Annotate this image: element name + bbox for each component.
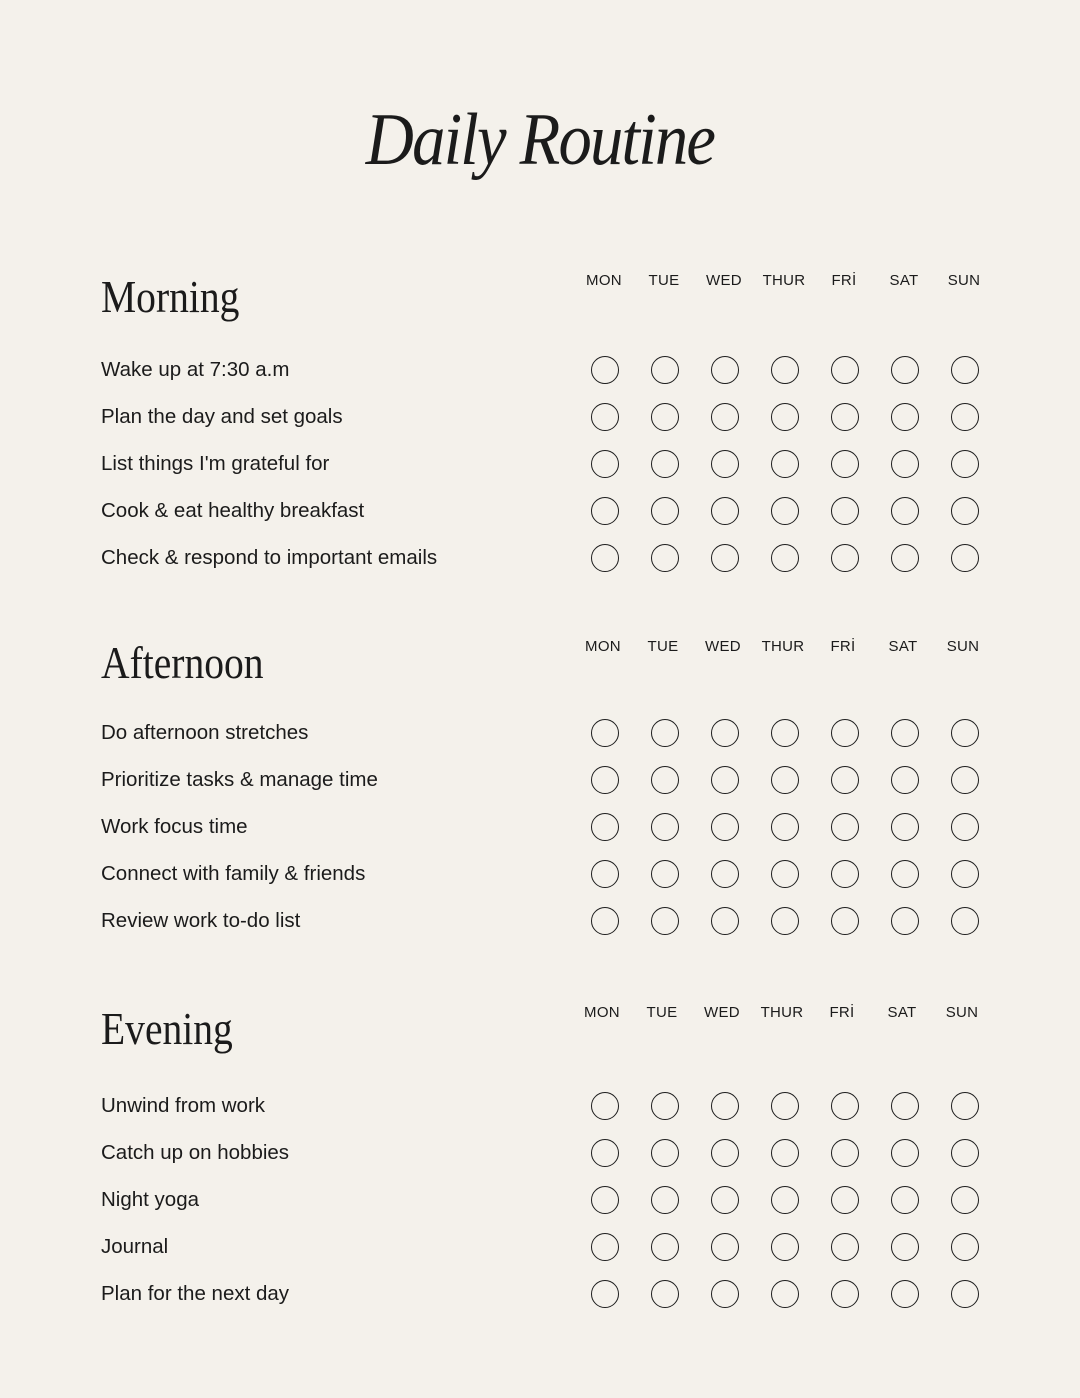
- checkbox-circle-tue[interactable]: [651, 497, 679, 525]
- checkbox-circle-thur[interactable]: [771, 1186, 799, 1214]
- task-row: [0, 496, 1080, 526]
- day-label: SUN: [947, 272, 981, 289]
- task-label: Wake up at 7:30 a.m: [101, 358, 290, 381]
- checkbox-circle-sat[interactable]: [891, 450, 919, 478]
- day-label: WED: [704, 1004, 740, 1021]
- checkbox-circle-mon[interactable]: [591, 1186, 619, 1214]
- checkbox-circle-thur[interactable]: [771, 497, 799, 525]
- checkbox-circle-wed[interactable]: [711, 1139, 739, 1167]
- day-label: SAT: [887, 1004, 917, 1021]
- checkbox-circle-fri̇[interactable]: [831, 1092, 859, 1120]
- checkbox-circle-mon[interactable]: [591, 813, 619, 841]
- checkbox-circle-tue[interactable]: [651, 450, 679, 478]
- checkbox-circle-sun[interactable]: [951, 450, 979, 478]
- checkbox-circle-tue[interactable]: [651, 1280, 679, 1308]
- day-label: SUN: [946, 638, 980, 655]
- checkbox-circle-thur[interactable]: [771, 544, 799, 572]
- checkbox-circle-thur[interactable]: [771, 907, 799, 935]
- task-label: Cook & eat healthy breakfast: [101, 499, 365, 522]
- checkbox-circle-tue[interactable]: [651, 1233, 679, 1261]
- checkbox-circle-sat[interactable]: [891, 766, 919, 794]
- checkbox-circle-thur[interactable]: [771, 1139, 799, 1167]
- checkbox-circle-wed[interactable]: [711, 813, 739, 841]
- checkbox-circle-wed[interactable]: [711, 1186, 739, 1214]
- checkbox-circle-fri̇[interactable]: [831, 450, 859, 478]
- checkbox-circle-tue[interactable]: [651, 544, 679, 572]
- checkbox-circle-sun[interactable]: [951, 766, 979, 794]
- checkbox-circle-tue[interactable]: [651, 356, 679, 384]
- checkbox-circle-wed[interactable]: [711, 1280, 739, 1308]
- checkbox-circle-sun[interactable]: [951, 403, 979, 431]
- task-row: [0, 906, 1080, 936]
- checkbox-circle-fri̇[interactable]: [831, 860, 859, 888]
- day-label: FRİ: [829, 1004, 855, 1021]
- task-label: Journal: [101, 1235, 169, 1258]
- checkbox-circle-sun[interactable]: [951, 719, 979, 747]
- checkbox-circle-sat[interactable]: [891, 497, 919, 525]
- day-label: MON: [584, 1004, 620, 1021]
- checkbox-circle-wed[interactable]: [711, 860, 739, 888]
- checkbox-circle-sat[interactable]: [891, 860, 919, 888]
- checkbox-circle-fri̇[interactable]: [831, 719, 859, 747]
- task-label: List things I'm grateful for: [101, 452, 330, 475]
- checkbox-circle-mon[interactable]: [591, 1233, 619, 1261]
- task-row: [0, 1185, 1080, 1215]
- checkbox-circle-fri̇[interactable]: [831, 544, 859, 572]
- task-row: [0, 402, 1080, 432]
- checkbox-circle-sun[interactable]: [951, 1280, 979, 1308]
- task-label: Prioritize tasks & manage time: [101, 768, 378, 791]
- task-label: Plan for the next day: [101, 1282, 290, 1305]
- task-row: [0, 543, 1080, 573]
- checkbox-circle-sun[interactable]: [951, 1092, 979, 1120]
- task-label: Review work to-do list: [101, 909, 301, 932]
- checkbox-circle-sun[interactable]: [951, 356, 979, 384]
- task-label: Catch up on hobbies: [101, 1141, 290, 1164]
- checkbox-circle-thur[interactable]: [771, 860, 799, 888]
- page-title: Daily Routine: [365, 99, 715, 181]
- checkbox-circle-mon[interactable]: [591, 403, 619, 431]
- checkbox-circle-tue[interactable]: [651, 766, 679, 794]
- checkbox-circle-sun[interactable]: [951, 907, 979, 935]
- day-label: SAT: [888, 638, 918, 655]
- checkbox-circle-thur[interactable]: [771, 1233, 799, 1261]
- checkbox-circle-fri̇[interactable]: [831, 766, 859, 794]
- day-label: SUN: [945, 1004, 979, 1021]
- task-row: [0, 1091, 1080, 1121]
- checkbox-circle-fri̇[interactable]: [831, 497, 859, 525]
- checkbox-circle-thur[interactable]: [771, 403, 799, 431]
- task-row: [0, 718, 1080, 748]
- task-row: [0, 449, 1080, 479]
- day-label: FRİ: [830, 638, 856, 655]
- task-label: Plan the day and set goals: [101, 405, 343, 428]
- checkbox-circle-thur[interactable]: [771, 1092, 799, 1120]
- checkbox-circle-sat[interactable]: [891, 544, 919, 572]
- checkbox-circle-wed[interactable]: [711, 1092, 739, 1120]
- checkbox-circle-fri̇[interactable]: [831, 1233, 859, 1261]
- task-row: [0, 765, 1080, 795]
- checkbox-circle-mon[interactable]: [591, 1092, 619, 1120]
- checkbox-circle-sun[interactable]: [951, 1186, 979, 1214]
- checkbox-circle-mon[interactable]: [591, 907, 619, 935]
- checkbox-circle-wed[interactable]: [711, 907, 739, 935]
- checkbox-circle-sun[interactable]: [951, 860, 979, 888]
- checkbox-circle-sat[interactable]: [891, 403, 919, 431]
- checkbox-circle-tue[interactable]: [651, 907, 679, 935]
- checkbox-circle-sat[interactable]: [891, 1139, 919, 1167]
- checkbox-circle-thur[interactable]: [771, 719, 799, 747]
- checkbox-circle-mon[interactable]: [591, 450, 619, 478]
- checkbox-circle-wed[interactable]: [711, 544, 739, 572]
- checkbox-circle-tue[interactable]: [651, 813, 679, 841]
- day-label: TUE: [646, 1004, 678, 1021]
- checkbox-circle-thur[interactable]: [771, 450, 799, 478]
- checkbox-circle-sat[interactable]: [891, 1092, 919, 1120]
- checkbox-circle-wed[interactable]: [711, 403, 739, 431]
- task-label: Night yoga: [101, 1188, 200, 1211]
- checkbox-circle-wed[interactable]: [711, 450, 739, 478]
- task-label: Work focus time: [101, 815, 248, 838]
- task-label: Connect with family & friends: [101, 862, 366, 885]
- checkbox-circle-sun[interactable]: [951, 813, 979, 841]
- checkbox-circle-fri̇[interactable]: [831, 1186, 859, 1214]
- checkbox-circle-fri̇[interactable]: [831, 813, 859, 841]
- checkbox-circle-thur[interactable]: [771, 1280, 799, 1308]
- checkbox-circle-mon[interactable]: [591, 497, 619, 525]
- checkbox-circle-wed[interactable]: [711, 766, 739, 794]
- checkbox-circle-fri̇[interactable]: [831, 403, 859, 431]
- day-label: THUR: [761, 638, 805, 655]
- checkbox-circle-sat[interactable]: [891, 1186, 919, 1214]
- checkbox-circle-tue[interactable]: [651, 1139, 679, 1167]
- day-label: TUE: [647, 638, 679, 655]
- checkbox-circle-sun[interactable]: [951, 497, 979, 525]
- checkbox-circle-sat[interactable]: [891, 1233, 919, 1261]
- day-label: SAT: [889, 272, 919, 289]
- task-label: Unwind from work: [101, 1094, 266, 1117]
- checkbox-circle-sat[interactable]: [891, 1280, 919, 1308]
- task-label: Do afternoon stretches: [101, 721, 309, 744]
- day-label: FRİ: [831, 272, 857, 289]
- section-evening: [0, 1004, 1080, 1344]
- checkbox-circle-wed[interactable]: [711, 1233, 739, 1261]
- checkbox-circle-fri̇[interactable]: [831, 1139, 859, 1167]
- checkbox-circle-sat[interactable]: [891, 356, 919, 384]
- checkbox-circle-thur[interactable]: [771, 766, 799, 794]
- section-heading: Morning: [101, 271, 240, 322]
- section-morning: [0, 272, 1080, 612]
- checkbox-circle-mon[interactable]: [591, 766, 619, 794]
- checkbox-circle-wed[interactable]: [711, 356, 739, 384]
- day-label: WED: [706, 272, 742, 289]
- task-label: Check & respond to important emails: [101, 546, 438, 569]
- checkbox-circle-sat[interactable]: [891, 813, 919, 841]
- task-row: [0, 812, 1080, 842]
- day-label: MON: [586, 272, 622, 289]
- checkbox-circle-wed[interactable]: [711, 719, 739, 747]
- checkbox-circle-tue[interactable]: [651, 1092, 679, 1120]
- checkbox-circle-tue[interactable]: [651, 403, 679, 431]
- checkbox-circle-fri̇[interactable]: [831, 1280, 859, 1308]
- checkbox-circle-sun[interactable]: [951, 1139, 979, 1167]
- checkbox-circle-tue[interactable]: [651, 860, 679, 888]
- section-afternoon: [0, 638, 1080, 978]
- checkbox-circle-sun[interactable]: [951, 544, 979, 572]
- day-label: THUR: [760, 1004, 804, 1021]
- checkbox-circle-sun[interactable]: [951, 1233, 979, 1261]
- checkbox-circle-mon[interactable]: [591, 860, 619, 888]
- checkbox-circle-wed[interactable]: [711, 497, 739, 525]
- day-label: MON: [585, 638, 621, 655]
- checkbox-circle-tue[interactable]: [651, 1186, 679, 1214]
- checkbox-circle-thur[interactable]: [771, 813, 799, 841]
- task-row: [0, 1232, 1080, 1262]
- checkbox-circle-mon[interactable]: [591, 1280, 619, 1308]
- task-row: [0, 355, 1080, 385]
- task-row: [0, 1279, 1080, 1309]
- day-label: WED: [705, 638, 741, 655]
- section-heading: Evening: [101, 1003, 233, 1054]
- checkbox-circle-thur[interactable]: [771, 356, 799, 384]
- checkbox-circle-mon[interactable]: [591, 1139, 619, 1167]
- task-row: [0, 859, 1080, 889]
- task-row: [0, 1138, 1080, 1168]
- section-heading: Afternoon: [101, 637, 264, 688]
- checkbox-circle-mon[interactable]: [591, 719, 619, 747]
- checkbox-circle-mon[interactable]: [591, 544, 619, 572]
- checkbox-circle-sat[interactable]: [891, 719, 919, 747]
- checkbox-circle-sat[interactable]: [891, 907, 919, 935]
- checkbox-circle-mon[interactable]: [591, 356, 619, 384]
- checkbox-circle-tue[interactable]: [651, 719, 679, 747]
- checkbox-circle-fri̇[interactable]: [831, 356, 859, 384]
- checkbox-circle-fri̇[interactable]: [831, 907, 859, 935]
- day-label: TUE: [648, 272, 680, 289]
- day-label: THUR: [762, 272, 806, 289]
